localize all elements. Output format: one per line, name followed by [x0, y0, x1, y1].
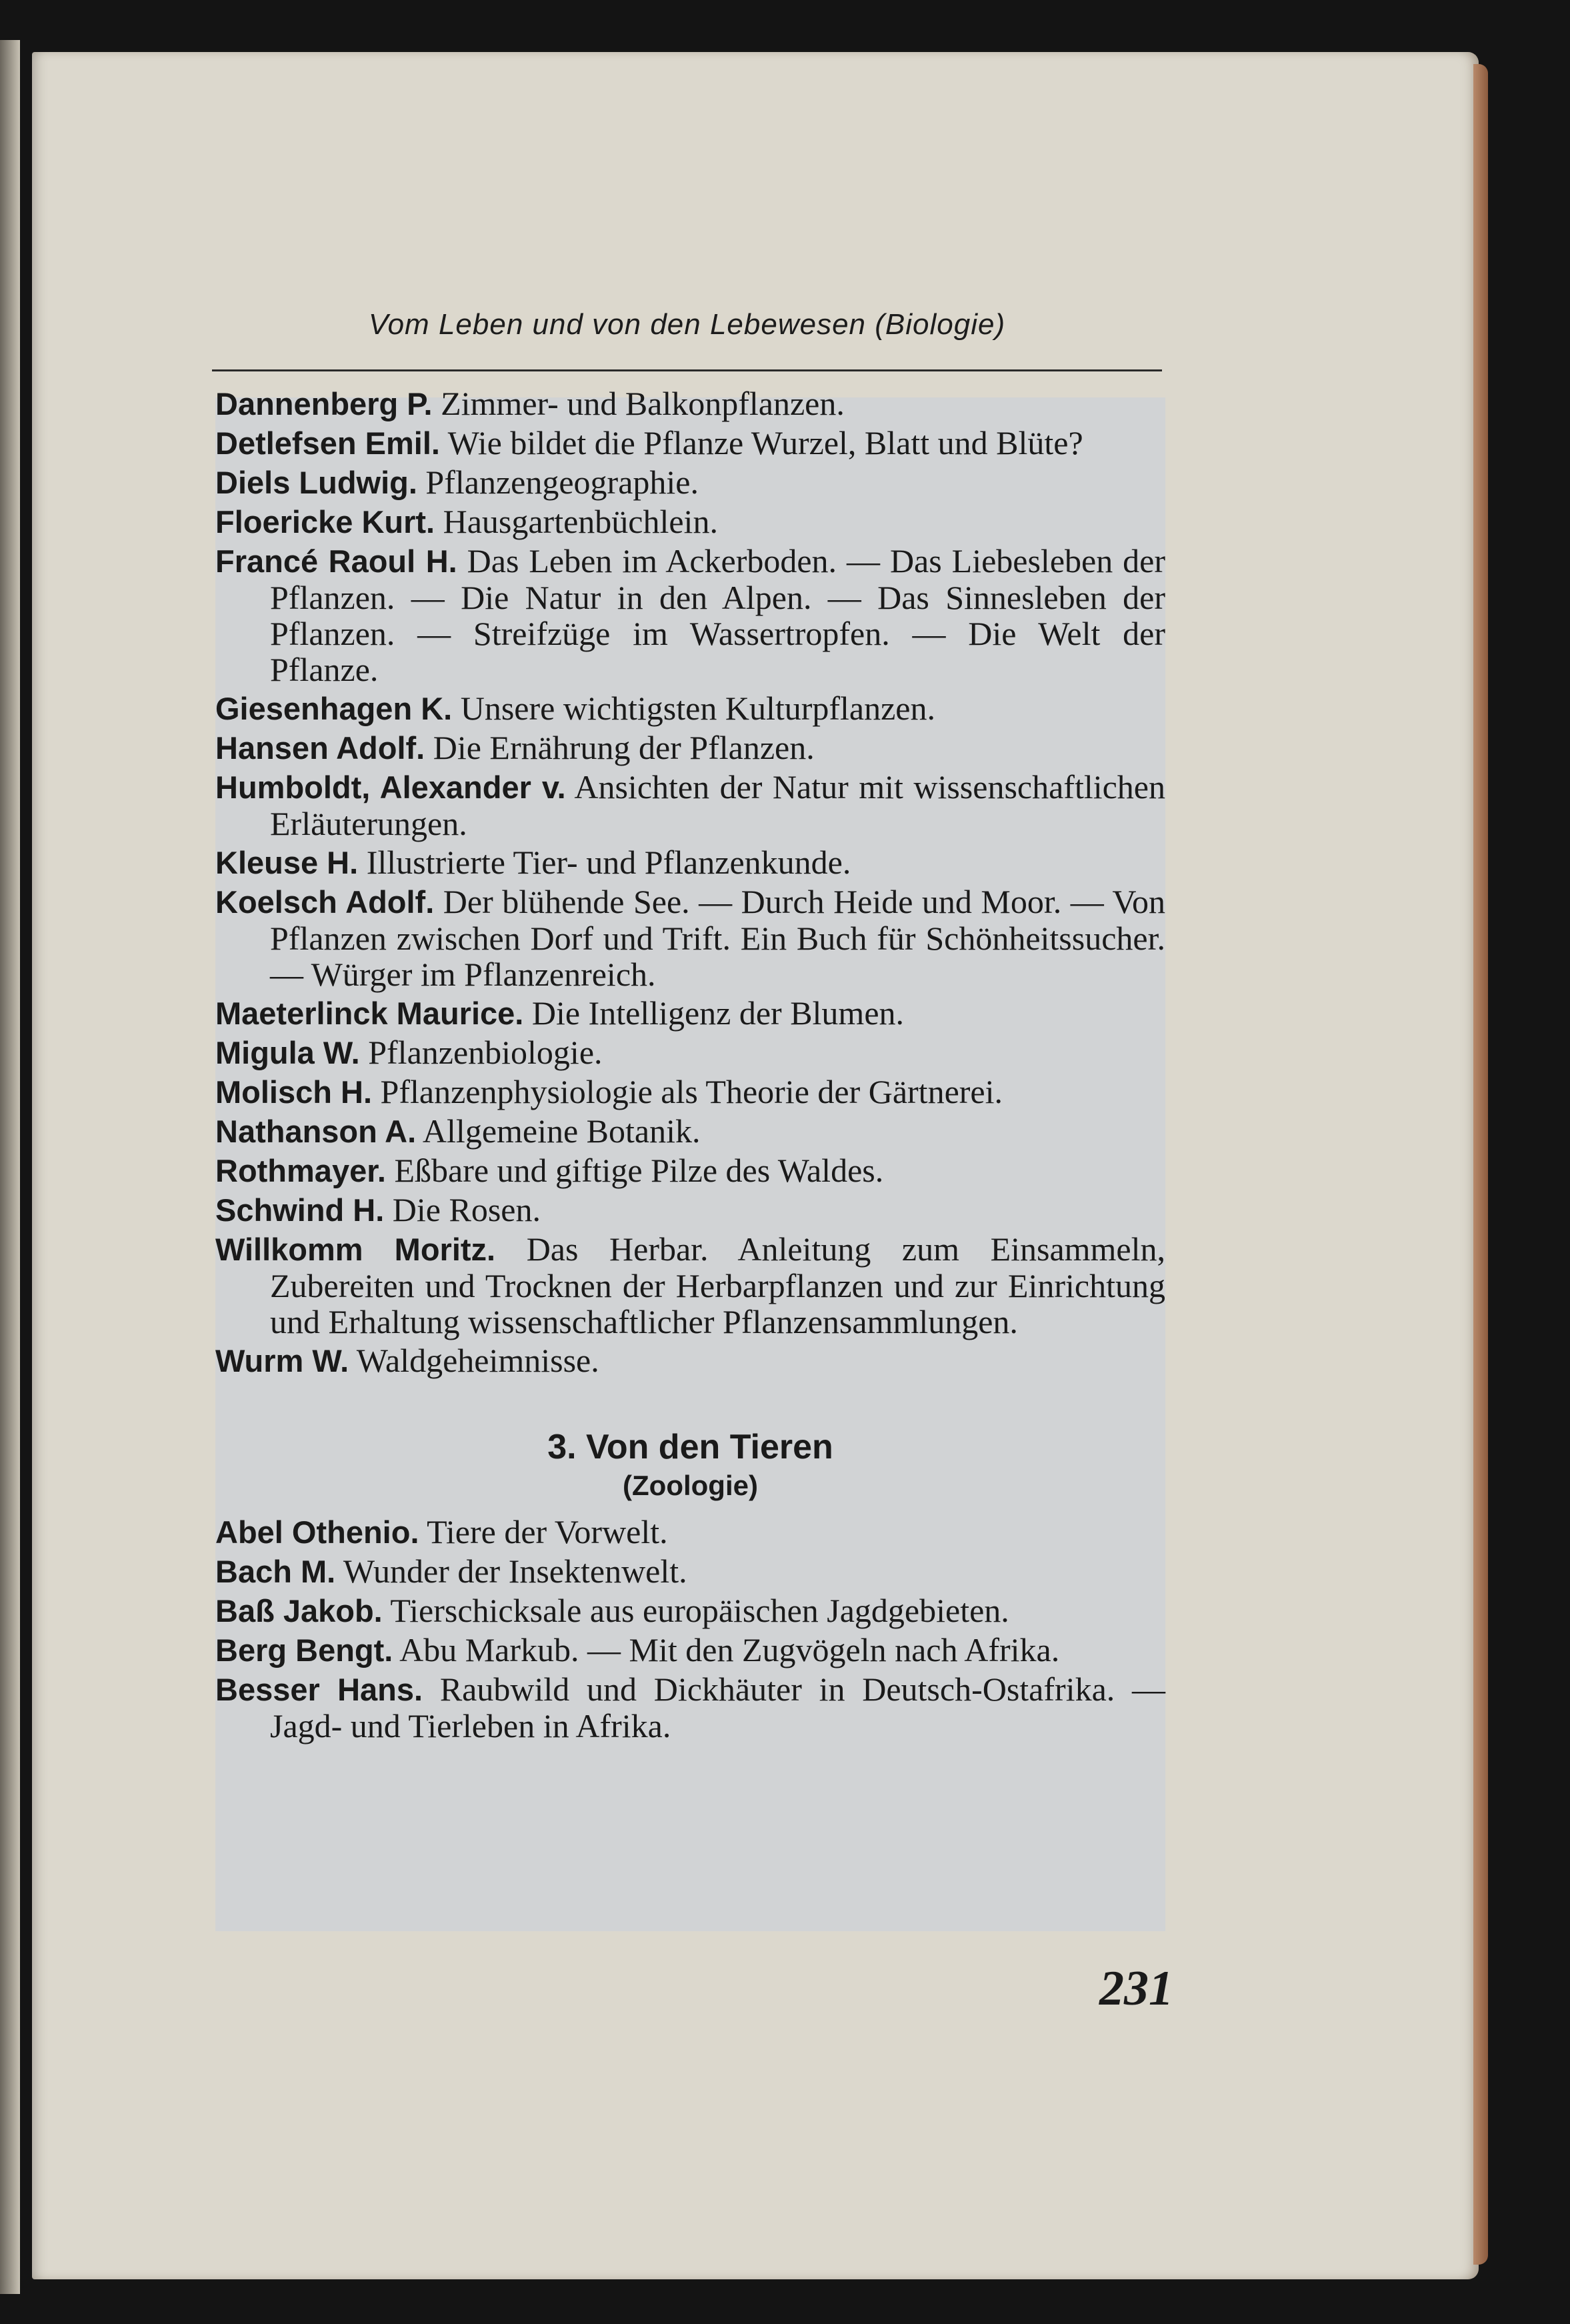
- entry-author: Maeterlinck Maurice.: [215, 996, 524, 1031]
- entry-author: Berg Bengt.: [215, 1632, 393, 1668]
- entry-title: Pflanzengeographie.: [425, 463, 699, 501]
- entry-author: Detlefsen Emil.: [215, 425, 440, 461]
- entry-title: Der blühende See. — Durch Heide und Moor. — Von Pflanzen zwischen Dorf und Trift. Ein Buch für Schönheitssucher. — Würger im Pflanzenreich.: [270, 883, 1166, 993]
- list-item: [215, 503, 1165, 540]
- entry-author: Schwind H.: [215, 1192, 385, 1228]
- list-item: [215, 1553, 1165, 1590]
- entry-title: Die Ernährung der Pflanzen.: [433, 729, 815, 766]
- list-item: [215, 690, 1165, 727]
- entry-title: Die Rosen.: [392, 1191, 541, 1228]
- entry-title: Allgemeine Botanik.: [422, 1112, 701, 1150]
- entry-author: Rothmayer.: [215, 1153, 386, 1188]
- entry-author: Humboldt, Alexander v.: [215, 770, 566, 805]
- entry-author: Koelsch Adolf.: [215, 884, 435, 920]
- list-item: [215, 385, 1165, 422]
- entry-title: Die Intelligenz der Blumen.: [531, 994, 905, 1032]
- entry-title: Raubwild und Dickhäuter in Deutsch-Ostafrika. — Jagd- und Tierleben in Afrika.: [270, 1670, 1165, 1745]
- list-item: [215, 1671, 1165, 1744]
- entry-title: Wie bildet die Pflanze Wurzel, Blatt und Blüte?: [447, 424, 1083, 461]
- running-header: Vom Leben und von den Lebewesen (Biologie): [368, 308, 1006, 341]
- entry-author: Molisch H.: [215, 1074, 373, 1110]
- list-item: [215, 1113, 1165, 1150]
- entry-author: Willkomm Moritz.: [215, 1232, 496, 1267]
- entry-title: Pflanzenphysiologie als Theorie der Gärtnerei.: [380, 1073, 1003, 1110]
- entry-author: Hansen Adolf.: [215, 730, 425, 766]
- entry-title: Tierschicksale aus europäischen Jagdgebieten.: [390, 1592, 1009, 1629]
- header-rule: [212, 369, 1162, 371]
- entry-author: Dannenberg P.: [215, 386, 433, 421]
- entry-author: Francé Raoul H.: [215, 543, 457, 579]
- entry-title: Ansichten der Natur mit wissenschaftlichen Erläuterungen.: [270, 768, 1165, 842]
- plant-entries: [215, 385, 1165, 1379]
- entry-author: Diels Ludwig.: [215, 465, 417, 500]
- entry-title: Wunder der Insektenwelt.: [343, 1552, 687, 1590]
- entry-author: Besser Hans.: [215, 1672, 423, 1707]
- entry-title: Waldgeheimnisse.: [356, 1342, 599, 1379]
- entry-author: Floericke Kurt.: [215, 504, 435, 539]
- list-item: [215, 1514, 1165, 1550]
- list-item: [215, 769, 1165, 842]
- list-item: [215, 844, 1165, 881]
- entry-title: Eßbare und giftige Pilze des Waldes.: [394, 1152, 884, 1189]
- list-item: [215, 1152, 1165, 1189]
- entry-author: Nathanson A.: [215, 1114, 417, 1149]
- entry-author: Baß Jakob.: [215, 1593, 383, 1628]
- list-item: [215, 1192, 1165, 1228]
- list-item: [215, 464, 1165, 501]
- entry-author: Bach M.: [215, 1554, 336, 1589]
- entry-author: Kleuse H.: [215, 845, 359, 880]
- list-item: [215, 543, 1165, 688]
- list-item: [215, 425, 1165, 461]
- list-item: [215, 884, 1165, 992]
- section-title: 3. Von den Tieren: [547, 1428, 833, 1466]
- facing-page-edge: [0, 40, 20, 2294]
- entry-title: Das Herbar. Anleitung zum Einsammeln, Zubereiten und Trocknen der Herbarpflanzen und zur Einrichtung und Erhaltung wissenschaftlicher Pflanzensammlungen.: [270, 1230, 1166, 1340]
- entry-author: Abel Othenio.: [215, 1514, 419, 1550]
- list-item: [215, 1034, 1165, 1071]
- entry-author: Wurm W.: [215, 1343, 349, 1378]
- entry-author: Giesenhagen K.: [215, 691, 453, 726]
- list-item: [215, 730, 1165, 766]
- list-item: [215, 1074, 1165, 1110]
- entry-title: Abu Markub. — Mit den Zugvögeln nach Afrika.: [399, 1631, 1060, 1668]
- page-number: 231: [1099, 1961, 1173, 2016]
- animal-entries: [215, 1514, 1165, 1744]
- entry-title: Zimmer- und Balkonpflanzen.: [441, 385, 845, 422]
- entry-title: Hausgartenbüchlein.: [443, 503, 718, 540]
- entry-title: Tiere der Vorwelt.: [427, 1513, 668, 1550]
- list-item: [215, 995, 1165, 1032]
- list-item: [215, 1592, 1165, 1629]
- bibliography-list: [215, 385, 1165, 1747]
- entry-author: Migula W.: [215, 1035, 360, 1070]
- list-item: [215, 1342, 1165, 1379]
- list-item: [215, 1231, 1165, 1340]
- section-subtitle: (Zoologie): [623, 1470, 758, 1501]
- list-item: [215, 1632, 1165, 1668]
- entry-title: Pflanzenbiologie.: [368, 1034, 603, 1071]
- entry-title: Illustrierte Tier- und Pflanzenkunde.: [366, 844, 851, 881]
- entry-title: Das Leben im Ackerboden. — Das Liebesleben der Pflanzen. — Die Natur in den Alpen. — Das Sinnesleben der Pflanzen. — Streifzüge im Wassertropfen. — Die Welt der Pflanze.: [270, 542, 1165, 688]
- entry-title: Unsere wichtigsten Kulturpflanzen.: [460, 690, 935, 727]
- page-fore-edge: [1473, 64, 1488, 2265]
